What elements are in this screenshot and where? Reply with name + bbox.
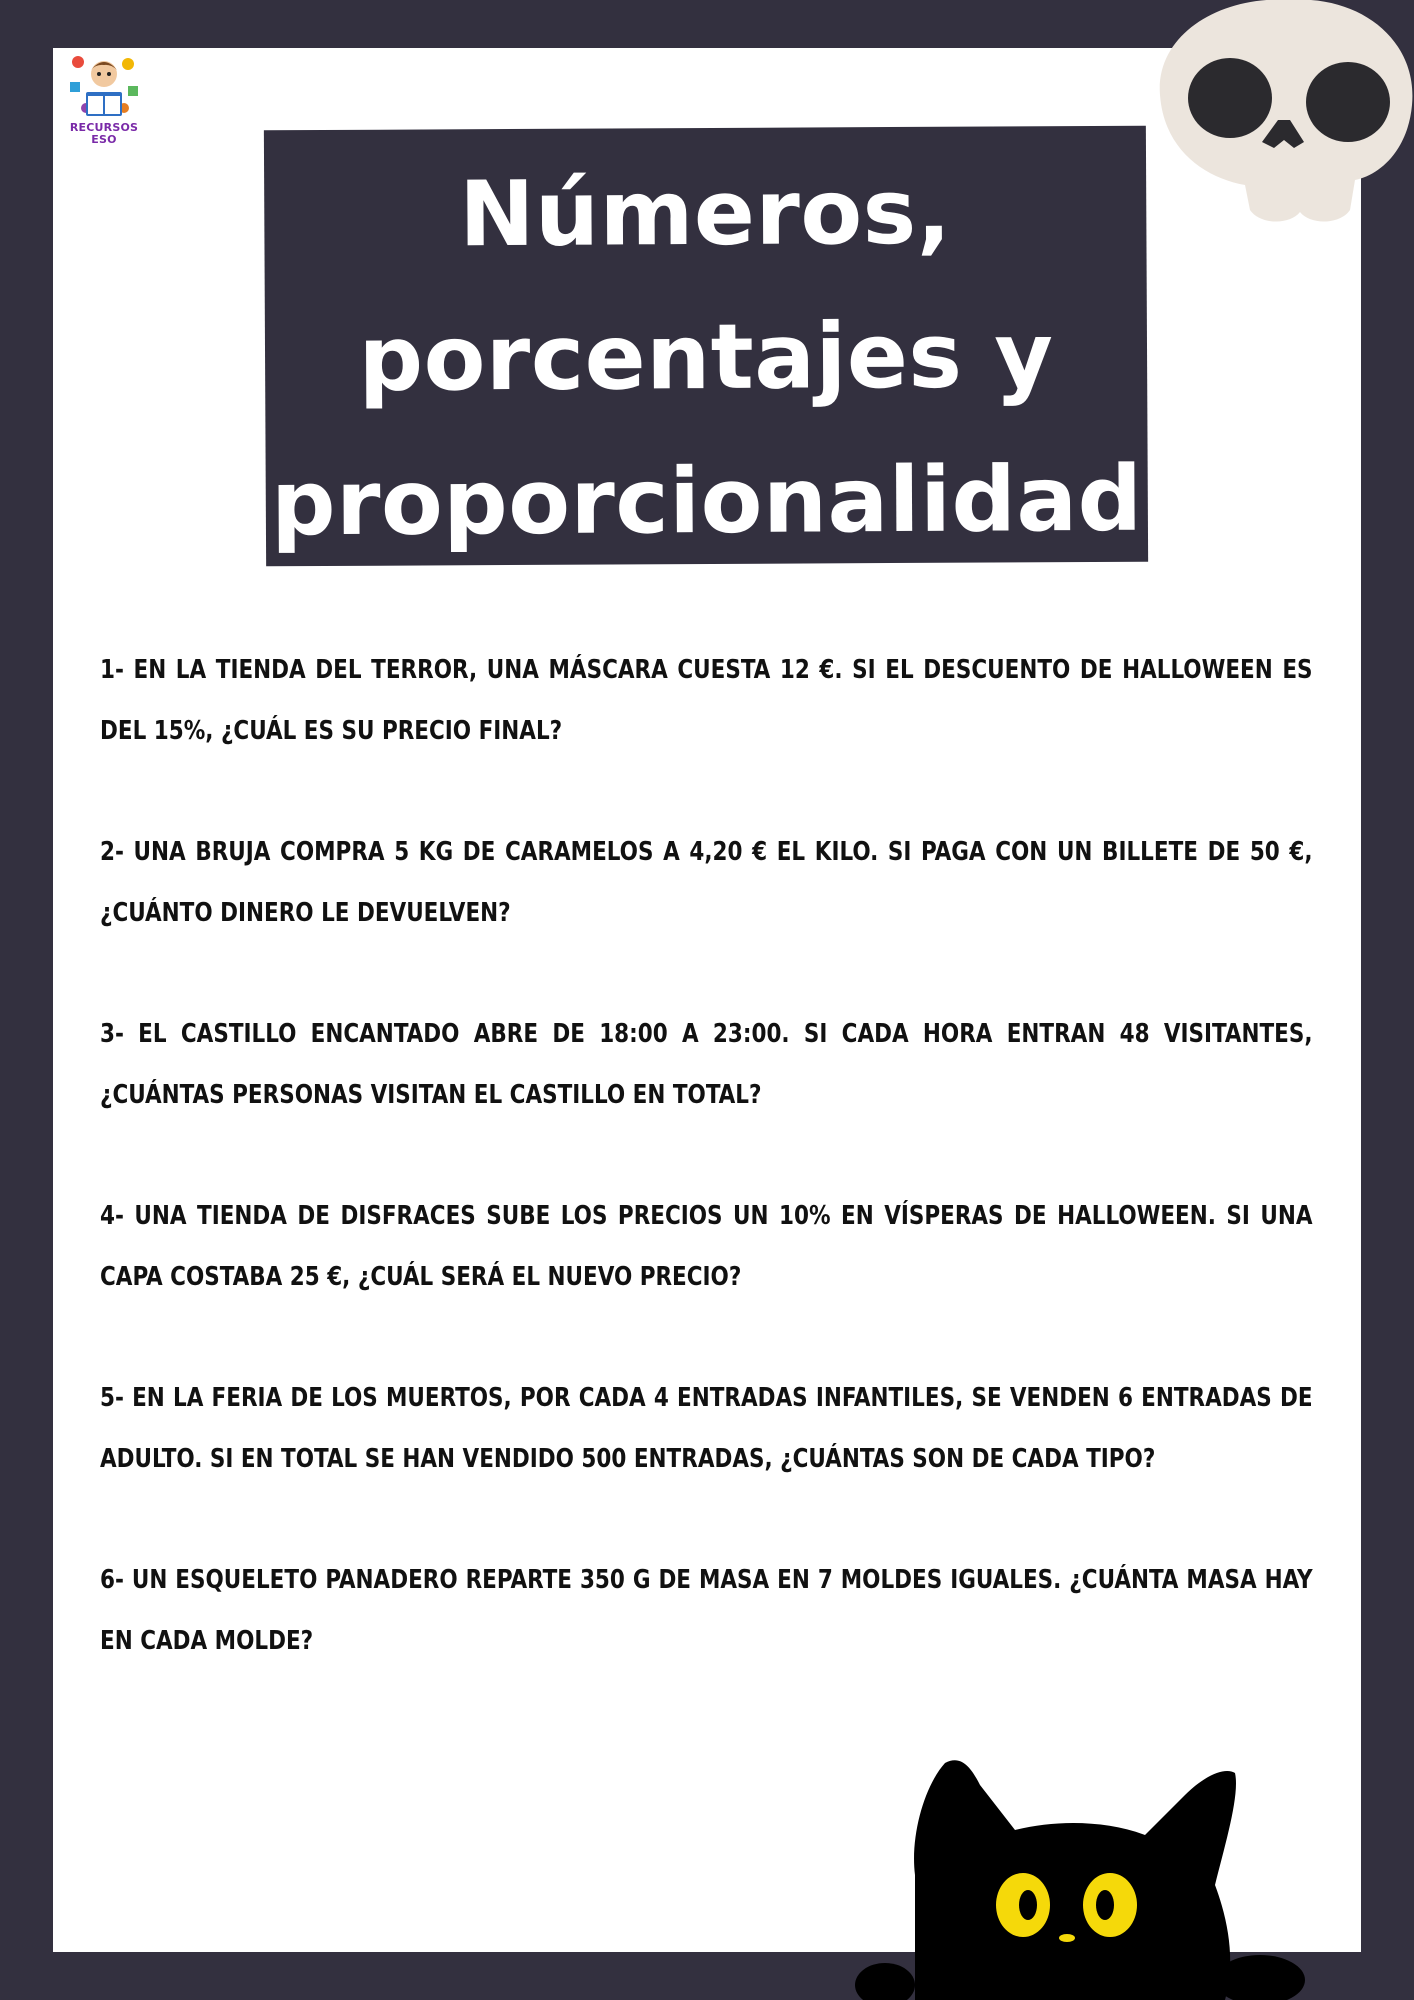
page-title (264, 140, 1148, 577)
logo-text (66, 122, 142, 146)
recursos-eso-logo (66, 52, 142, 152)
problem-4: 4- UNA TIENDA DE DISFRACES SUBE LOS PRECIOS UN 10% EN VÍSPERAS DE HALLOWEEN. SI UNA CAPA COSTABA 25 €, ¿CUÁL SERÁ EL NUEVO PRECIO? (100, 1201, 1313, 1292)
problem-5: 5- EN LA FERIA DE LOS MUERTOS, POR CADA 4 ENTRADAS INFANTILES, SE VENDEN 6 ENTRADAS DE ADULTO. SI EN TOTAL SE HAN VENDIDO 500 ENTRADAS, ¿CUÁNTAS SON DE CADA TIPO? (100, 1383, 1313, 1474)
title-line-3: proporcionalidad (270, 446, 1143, 557)
title-line-1: Números, (458, 159, 952, 268)
logo-illustration (66, 52, 142, 122)
title-line-2: porcentajes y (358, 303, 1054, 412)
problem-1: 1- EN LA TIENDA DEL TERROR, UNA MÁSCARA CUESTA 12 €. SI EL DESCUENTO DE HALLOWEEN ES DEL 15%, ¿CUÁL ES SU PRECIO FINAL? (100, 655, 1313, 746)
logo-text-line2: ESO (91, 133, 117, 146)
black-cat-icon (855, 1755, 1325, 2000)
problem-2: 2- UNA BRUJA COMPRA 5 KG DE CARAMELOS A 4,20 € EL KILO. SI PAGA CON UN BILLETE DE 50 €, ¿CUÁNTO DINERO LE DEVUELVEN? (100, 837, 1313, 928)
skull-icon (1150, 0, 1414, 225)
problem-6: 6- UN ESQUELETO PANADERO REPARTE 350 G DE MASA EN 7 MOLDES IGUALES. ¿CUÁNTA MASA HAY EN CADA MOLDE? (100, 1565, 1313, 1656)
problem-list (100, 640, 1313, 1732)
title-banner (264, 126, 1148, 567)
problem-3: 3- EL CASTILLO ENCANTADO ABRE DE 18:00 A 23:00. SI CADA HORA ENTRAN 48 VISITANTES, ¿CUÁNTAS PERSONAS VISITAN EL CASTILLO EN TOTAL? (100, 1019, 1313, 1110)
logo-text-line1: RECURSOS (69, 121, 139, 134)
